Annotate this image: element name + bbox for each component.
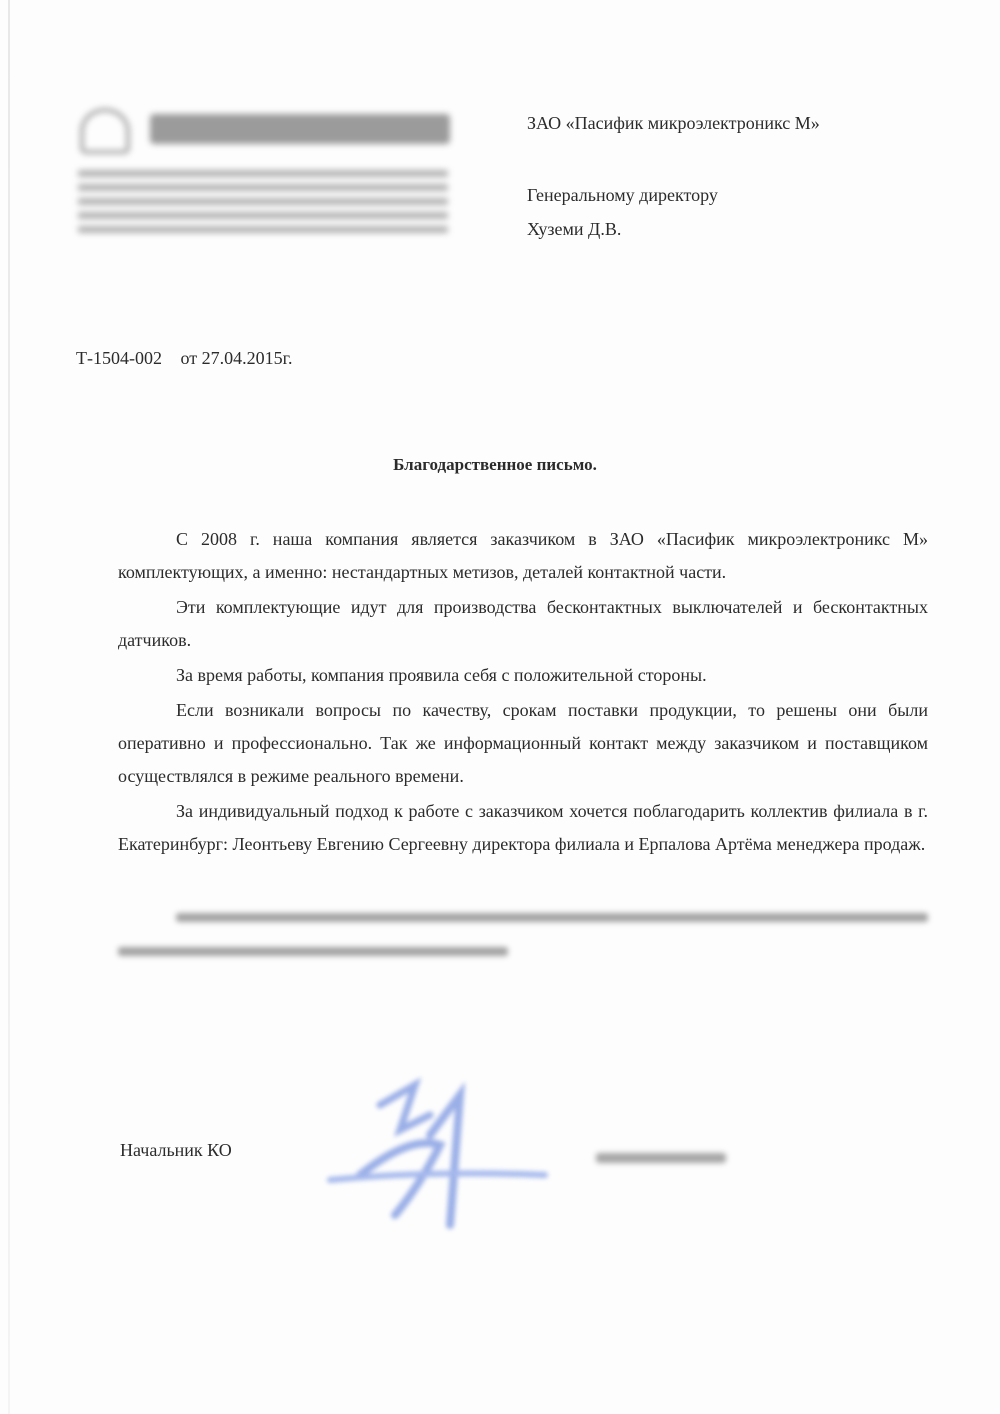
signer-title: Начальник КО bbox=[120, 1140, 232, 1160]
letterhead-line bbox=[78, 198, 448, 205]
document-reference bbox=[76, 348, 292, 369]
body-paragraph: За время работы, компания проявила себя с положительной стороны. bbox=[176, 665, 707, 685]
letterhead-company-name-redacted bbox=[150, 114, 450, 144]
redacted-line bbox=[176, 913, 928, 922]
company-logo-icon bbox=[80, 108, 130, 154]
letter-body bbox=[118, 523, 928, 863]
letter-title: Благодарственное письмо. bbox=[393, 455, 597, 474]
letterhead-line bbox=[78, 184, 448, 191]
handwritten-signature bbox=[320, 1075, 550, 1235]
signer-name-redacted bbox=[596, 1150, 726, 1166]
letterhead-line bbox=[78, 212, 448, 219]
addressee-position: Генеральному директору bbox=[527, 185, 718, 205]
letterhead-line bbox=[78, 226, 448, 233]
addressee-person: Хуземи Д.В. bbox=[527, 219, 622, 239]
body-paragraph: С 2008 г. наша компания является заказчиком в ЗАО «Пасифик микроэлектроникс М» комплектующих, а именно: нестандартных метизов, деталей контактной части. bbox=[118, 529, 928, 582]
addressee-block bbox=[527, 110, 820, 242]
body-paragraph: За индивидуальный подход к работе с заказчиком хочется поблагодарить коллектив филиала в г. Екатеринбург: Леонтьеву Евгению Сергеевну директора филиала и Ерпалова Артёма менеджера продаж. bbox=[118, 801, 928, 854]
redacted-bar bbox=[596, 1153, 726, 1163]
addressee-company: ЗАО «Пасифик микроэлектроникс М» bbox=[527, 113, 820, 133]
reference-date: от 27.04.2015г. bbox=[180, 348, 293, 368]
letterhead-redacted bbox=[70, 100, 460, 250]
redacted-line bbox=[118, 947, 508, 956]
body-paragraph: Если возникали вопросы по качеству, срокам поставки продукции, то решены они были оперативно и профессионально. Так же информационный контакт между заказчиком и поставщиком осуществлялся в режиме реального времени. bbox=[118, 700, 928, 786]
letterhead-line bbox=[78, 170, 448, 177]
reference-number: Т-1504-002 bbox=[76, 348, 162, 368]
body-paragraph: Эти комплектующие идут для производства бесконтактных выключателей и бесконтактных датчиков. bbox=[118, 597, 928, 650]
redacted-contact-paragraph bbox=[118, 905, 928, 965]
scan-edge bbox=[8, 0, 10, 1414]
